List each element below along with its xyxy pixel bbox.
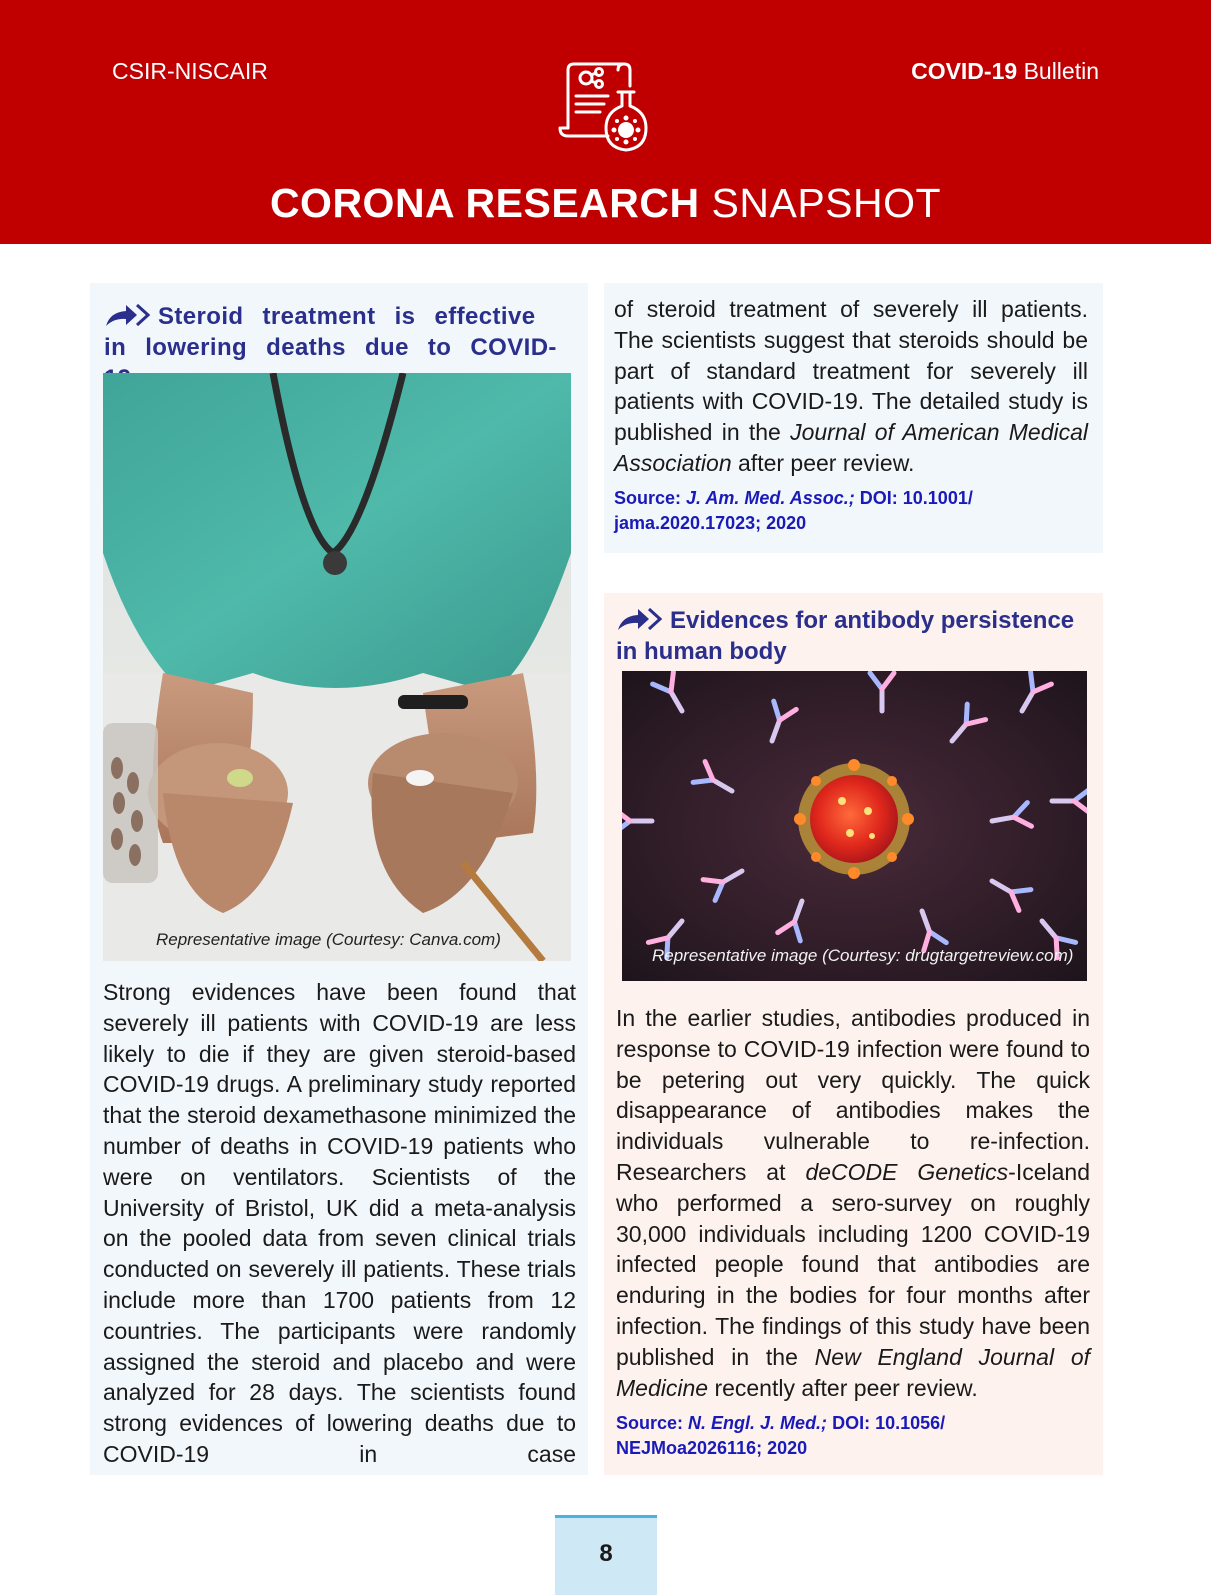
- article1-source-journal: J. Am. Med. Assoc.;: [686, 488, 855, 508]
- article2-source: [616, 1411, 1076, 1461]
- header-banner: [0, 0, 1211, 244]
- article2-journal-name: New England Journal of Medicine: [616, 1343, 1091, 1401]
- article1-journal-name: Journal of American Medical Association: [614, 419, 1088, 476]
- article2-title: [616, 605, 1090, 667]
- article1-body-part2-text: of steroid treatment of severely ill patients. The scientists suggest that steroids should be part of standard treatment for severely ill patients with COVID-19. The detailed study is published in the: [614, 296, 1088, 446]
- page-title-rest: SNAPSHOT: [711, 180, 942, 226]
- bulletin-label: [911, 58, 1099, 85]
- forward-arrow-icon: [104, 302, 150, 328]
- article1-body-part1-text: Strong evidences have been found that severely ill patients with COVID-19 are less likely to die if they are given steroid-based COVID-19 drugs. A preliminary study reported that the steroid dexamethasone minimized the number of deaths in COVID-19 patients who were on ventilators. Scientists of the University of Bristol, UK did a meta-analysis on the pooled data from seven clinical trials conducted on severely ill patients. These trials include more than 1700 patients from 12 countries. The participants were randomly assigned the steroid and placebo and were analyzed for 28 days. The scientists found strong evidences of lowering deaths due to COVID-19 in case: [103, 979, 576, 1467]
- bulletin-label-rest: Bulletin: [1023, 58, 1099, 84]
- article2-photo: [622, 671, 1087, 981]
- page-number-box: [555, 1515, 657, 1595]
- page-title-bold: CORONA RESEARCH: [269, 180, 700, 226]
- article1-body-part2: [614, 294, 1088, 479]
- org-name: CSIR-NISCAIR: [112, 58, 268, 84]
- article2-title-text: Evidences for antibody persistence in human body: [616, 607, 1075, 665]
- article1-source-label: Source:: [614, 488, 682, 508]
- article2-source-doi: DOI: 10.1056/ NEJMoa2026116; 2020: [616, 1413, 946, 1458]
- article2-image-caption: Representative image (Courtesy: drugtargetreview.com): [652, 946, 1074, 965]
- article1-source: [614, 486, 1074, 536]
- page-title: [0, 180, 1211, 227]
- article2-source-label: Source:: [616, 1413, 684, 1433]
- page-number: 8: [599, 1540, 613, 1567]
- article2-source-journal: N. Engl. J. Med.;: [688, 1413, 828, 1433]
- article1-photo: [103, 373, 571, 961]
- article1-body-part1: [103, 977, 576, 1470]
- article2-body-text: In the earlier studies, antibodies produced in response to COVID-19 infection were found to be petering out very quickly. The quick disappearance of antibodies makes the individuals vulnerable to re-infection. Researchers at: [616, 1005, 1090, 1185]
- bulletin-label-bold: COVID-19: [911, 58, 1018, 84]
- forward-arrow-icon: [616, 606, 662, 632]
- article1-title-text: Steroid treatment is effective in lowering deaths due to COVID-: [104, 303, 557, 361]
- article2-body-text-continued: -Iceland who performed a sero-survey on roughly 30,000 individuals including 1200 COVID-19 infected people found that antibodies are enduring in the bodies for four months after infection. The findings of this study have been published in the: [616, 1158, 1090, 1370]
- article2-body-end: recently after peer review.: [714, 1374, 978, 1401]
- article1-body-part2-end: after peer review.: [738, 449, 915, 476]
- article2-body: [616, 1003, 1090, 1403]
- research-document-virus-flask-icon: [556, 58, 656, 158]
- article1-image-caption: Representative image (Courtesy: Canva.com): [156, 930, 501, 949]
- article1-source-doi: DOI: 10.1001/ jama.2020.17023; 2020: [614, 488, 973, 533]
- article2-company-name: deCODE Genetics: [805, 1158, 1009, 1185]
